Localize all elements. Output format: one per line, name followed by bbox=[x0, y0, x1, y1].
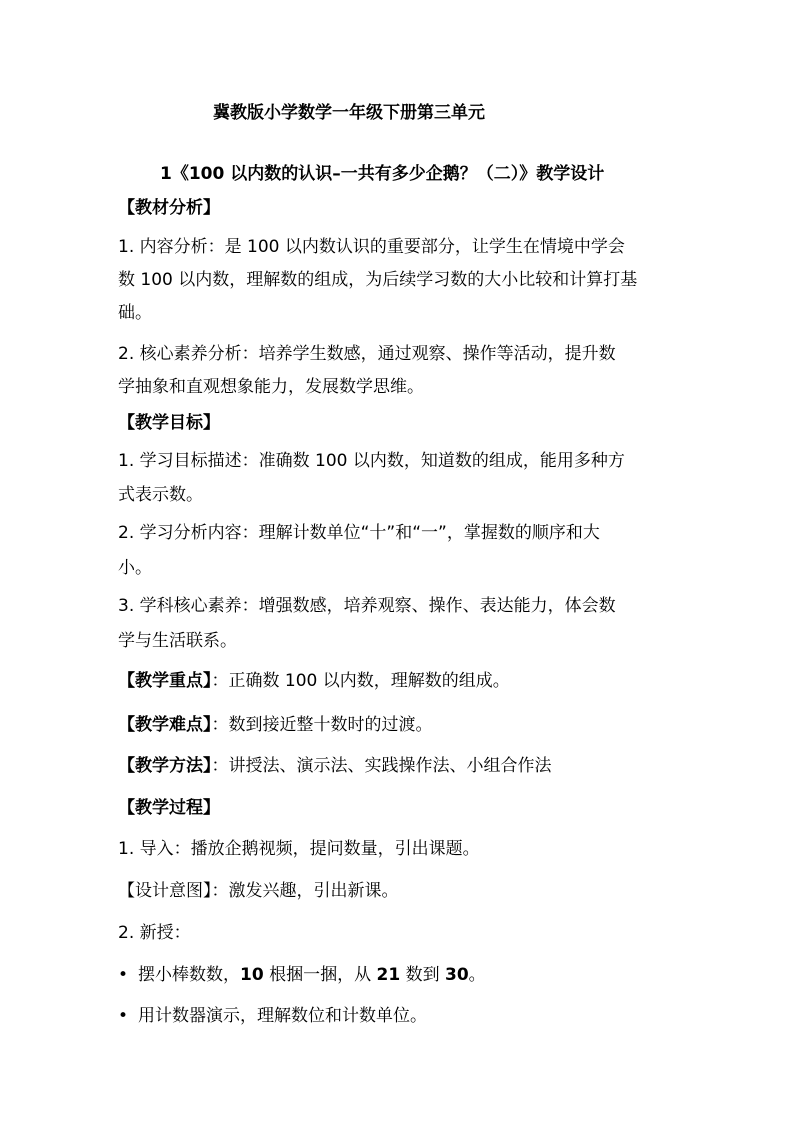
goals-heading: 【教学目标】 bbox=[118, 413, 220, 433]
bullet-item-1-number-2: 21 bbox=[376, 965, 401, 985]
difficulty-text: ：数到接近整十数时的过渡。 bbox=[211, 715, 433, 735]
analysis-paragraph-1-line-3: 础。 bbox=[118, 303, 152, 323]
difficulty-line bbox=[118, 710, 688, 735]
bullet-item-1-mid: 根捆一捆，从 bbox=[263, 965, 377, 985]
bullet-item-1-number-1: 10 bbox=[240, 965, 264, 985]
bullet-item-1-mid-2: 数到 bbox=[400, 965, 445, 985]
method-label: 【教学方法】 bbox=[118, 756, 212, 776]
method-text: ：讲授法、演示法、实践操作法、小组合作法 bbox=[211, 756, 552, 776]
analysis-paragraph-2-line-2: 学抽象和直观想象能力，发展数学思维。 bbox=[118, 377, 424, 397]
bullet-icon: • bbox=[118, 1006, 129, 1026]
analysis-paragraph-2-line-1: 2. 核心素养分析：培养学生数感，通过观察、操作等活动，提升数 bbox=[118, 344, 616, 364]
goals-item-3-line-2: 学与生活联系。 bbox=[118, 631, 237, 651]
analysis-paragraph-1-line-1: 1. 内容分析：是 100 以内数认识的重要部分，让学生在情境中学会 bbox=[118, 237, 625, 257]
document-subtitle: 1《100 以内数的认识–一共有多少企鹅？（二）》教学设计 bbox=[160, 164, 605, 184]
bullet-item-1-number-3: 30 bbox=[445, 965, 469, 985]
document-title: 冀教版小学数学一年级下册第三单元 bbox=[213, 103, 485, 123]
process-step-1: 1. 导入：播放企鹅视频，提问数量，引出课题。 bbox=[118, 839, 480, 859]
method-line bbox=[118, 751, 688, 776]
key-points-text: ：正确数 100 以内数，理解数的组成。 bbox=[211, 671, 510, 691]
bullet-item-1-pre: 摆小棒数数， bbox=[138, 965, 241, 985]
goals-item-3-line-1: 3. 学科核心素养：增强数感，培养观察、操作、表达能力，体会数 bbox=[118, 596, 616, 616]
design-intent: 【设计意图】：激发兴趣，引出新课。 bbox=[118, 881, 399, 901]
goals-item-1-line-1: 1. 学习目标描述：准确数 100 以内数，知道数的组成，能用多种方 bbox=[118, 451, 625, 471]
bullet-item-2-text: 用计数器演示，理解数位和计数单位。 bbox=[138, 1006, 428, 1026]
analysis-paragraph-1-line-2: 数 100 以内数，理解数的组成，为后续学习数的大小比较和计算打基 bbox=[118, 270, 638, 290]
bullet-item-1 bbox=[118, 960, 688, 985]
bullet-item-1-end: 。 bbox=[468, 965, 486, 985]
goals-item-2-line-2: 小。 bbox=[118, 558, 152, 578]
analysis-heading: 【教材分析】 bbox=[118, 198, 220, 218]
key-points-label: 【教学重点】 bbox=[118, 671, 212, 691]
bullet-icon: • bbox=[118, 965, 129, 985]
goals-item-1-line-2: 式表示数。 bbox=[118, 485, 203, 505]
key-points-line bbox=[118, 666, 688, 691]
process-step-2: 2. 新授： bbox=[118, 923, 191, 943]
goals-item-2-line-1: 2. 学习分析内容：理解计数单位“十”和“一”，掌握数的顺序和大 bbox=[118, 523, 600, 543]
difficulty-label: 【教学难点】 bbox=[118, 715, 212, 735]
process-heading: 【教学过程】 bbox=[118, 798, 220, 818]
bullet-item-2 bbox=[118, 1001, 688, 1026]
